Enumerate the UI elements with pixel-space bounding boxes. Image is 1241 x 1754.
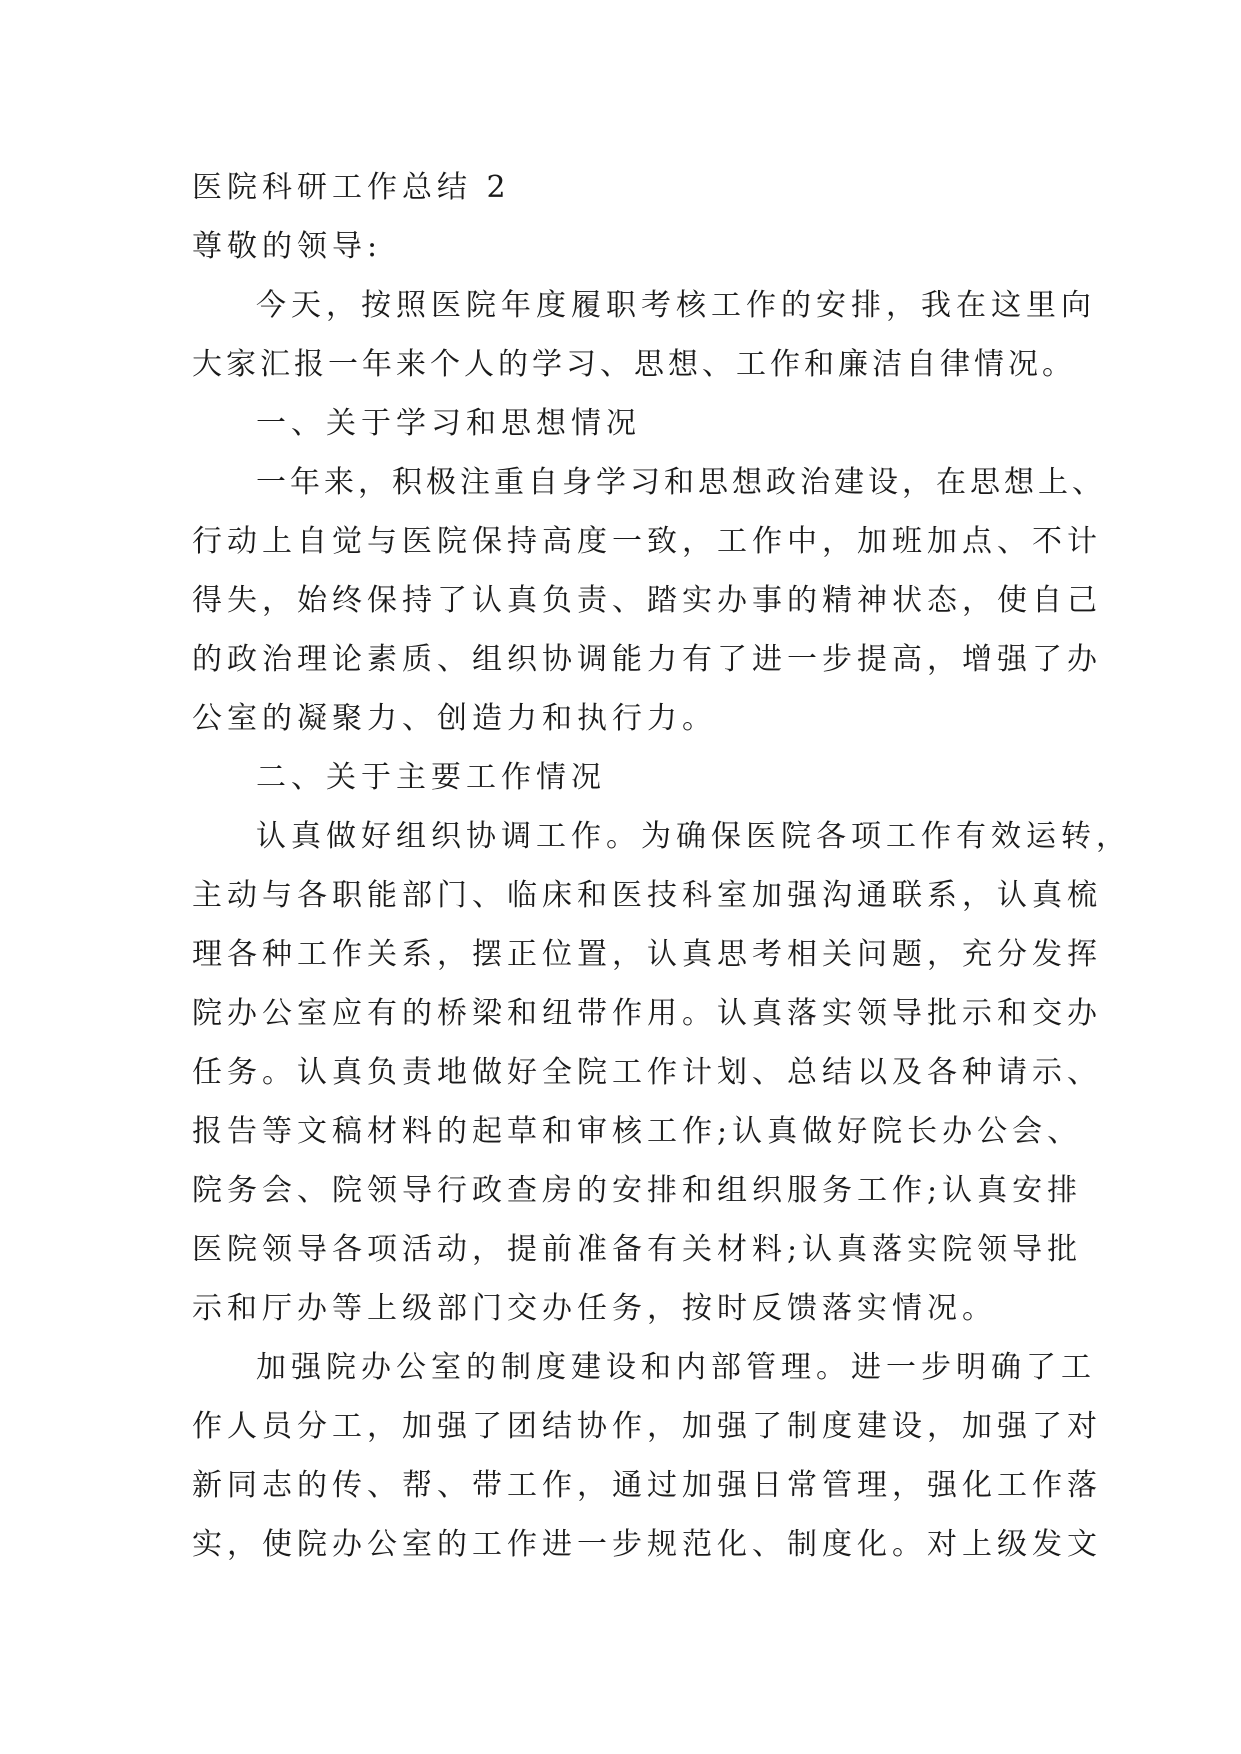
paragraph-line: 今天，按照医院年度履职考核工作的安排，我在这里向 (256, 288, 1096, 323)
paragraph-line: 一年来，积极注重自身学习和思想政治建设，在思想上、 (256, 465, 1106, 500)
salutation: 尊敬的领导: (192, 229, 383, 264)
paragraph-line: 行动上自觉与医院保持高度一致，工作中，加班加点、不计 (192, 524, 1102, 559)
paragraph-line: 公室的凝聚力、创造力和执行力。 (192, 701, 717, 736)
paragraph-line: 主动与各职能部门、临床和医技科室加强沟通联系，认真梳 (192, 878, 1102, 913)
paragraph-line: 示和厅办等上级部门交办任务，按时反馈落实情况。 (192, 1291, 997, 1326)
paragraph-line: 作人员分工，加强了团结协作，加强了制度建设，加强了对 (192, 1409, 1102, 1444)
paragraph-line: 院务会、院领导行政查房的安排和组织服务工作;认真安排 (192, 1173, 1083, 1208)
document-body (192, 158, 1131, 1574)
paragraph-line: 新同志的传、帮、带工作，通过加强日常管理，强化工作落 (192, 1468, 1102, 1503)
paragraph-line: 报告等文稿材料的起草和审核工作;认真做好院长办公会、 (192, 1114, 1083, 1149)
paragraph-line: 的政治理论素质、组织协调能力有了进一步提高，增强了办 (192, 642, 1102, 677)
section-heading: 一、关于学习和思想情况 (256, 406, 641, 441)
section-heading: 二、关于主要工作情况 (256, 760, 606, 795)
paragraph-line: 认真做好组织协调工作。为确保医院各项工作有效运转， (256, 819, 1131, 854)
paragraph-line: 院办公室应有的桥梁和纽带作用。认真落实领导批示和交办 (192, 996, 1102, 1031)
paragraph-line: 加强院办公室的制度建设和内部管理。进一步明确了工 (256, 1350, 1096, 1385)
paragraph-line: 大家汇报一年来个人的学习、思想、工作和廉洁自律情况。 (192, 347, 1076, 382)
document-title: 医院科研工作总结 2 (192, 170, 511, 205)
paragraph-line: 理各种工作关系，摆正位置，认真思考相关问题，充分发挥 (192, 937, 1102, 972)
paragraph-line: 医院领导各项活动，提前准备有关材料;认真落实院领导批 (192, 1232, 1083, 1267)
paragraph-line: 得失，始终保持了认真负责、踏实办事的精神状态，使自己 (192, 583, 1102, 618)
paragraph-line: 任务。认真负责地做好全院工作计划、总结以及各种请示、 (192, 1055, 1102, 1090)
paragraph-line: 实，使院办公室的工作进一步规范化、制度化。对上级发文 (192, 1527, 1102, 1562)
